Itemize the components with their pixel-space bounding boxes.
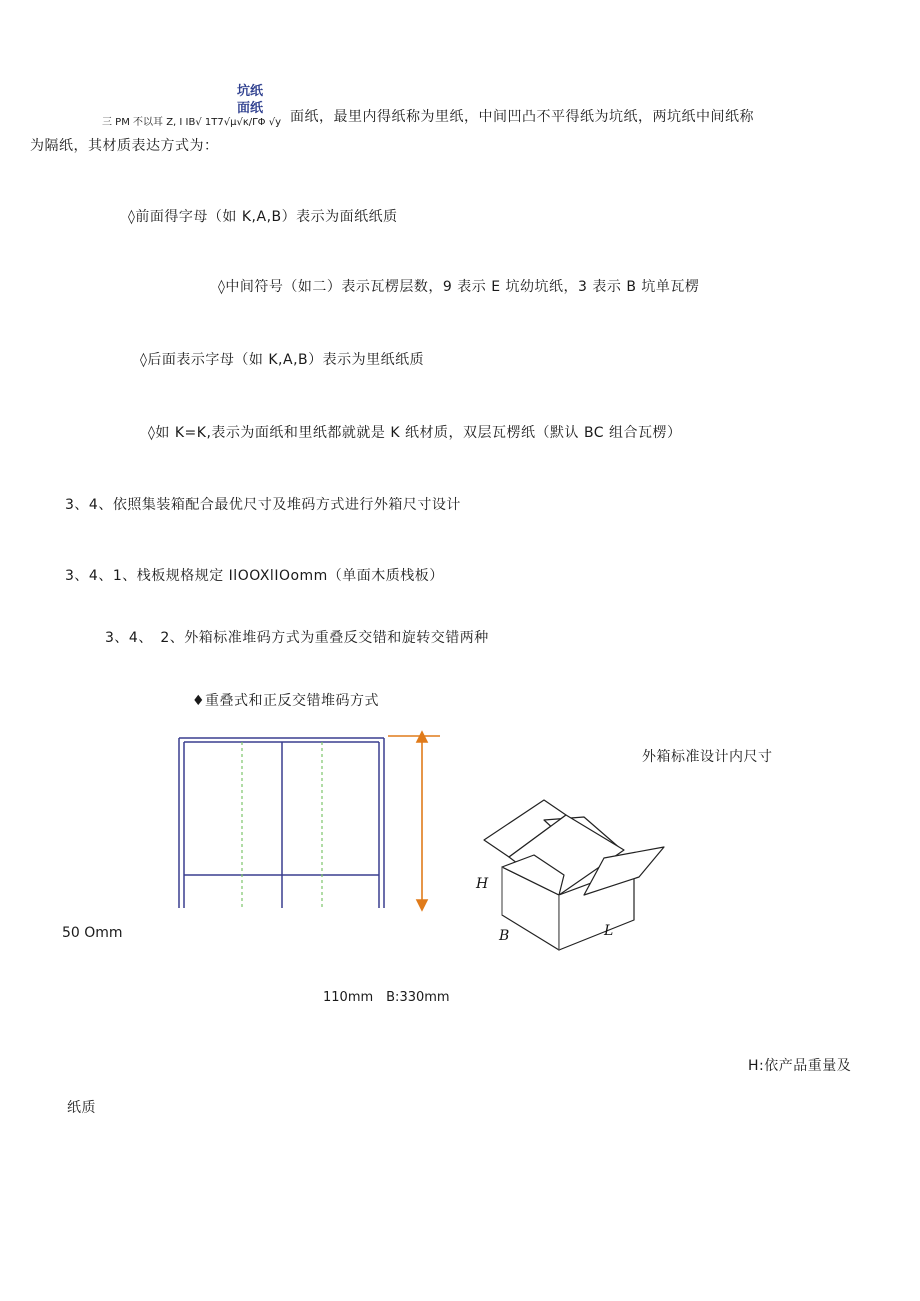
bullet-k-equals-k: ◊如 K=K,表示为面纸和里纸都就就是 K 纸材质，双层瓦楞纸（默认 BC 组合瓦楞）: [148, 425, 682, 441]
h-note-continued: 纸质: [67, 1100, 96, 1116]
h-note: H:依产品重量及: [748, 1058, 852, 1074]
intro-garbled-prefix: 三 PM 不以耳 Z, I IB√ 1T7√μ√κ/ΓΦ √y: [102, 117, 282, 128]
bullet-liner-paper: ◊后面表示字母（如 K,A,B）表示为里纸纸质: [140, 352, 425, 368]
bullet-face-paper: ◊前面得字母（如 K,A,B）表示为面纸纸质: [128, 209, 398, 225]
box-label-h: H: [476, 876, 489, 892]
dimensions-line: 110mm B:330mm: [323, 990, 450, 1005]
stack-frame: [179, 738, 384, 908]
label-face-paper: 面纸: [237, 101, 264, 116]
label-corrugated-paper: 坑纸: [237, 84, 264, 99]
height-arrow: [388, 732, 440, 910]
section-3-4-1: 3、4、1、栈板规格规定 IlOOXlIOomm（单面木质栈板）: [65, 568, 444, 584]
intro-line-2: 为隔纸，其材质表达方式为：: [30, 138, 219, 154]
box-illustration: [474, 795, 674, 955]
box-label-l: L: [604, 923, 614, 939]
section-3-4: 3、4、依照集装箱配合最优尺寸及堆码方式进行外箱尺寸设计: [65, 497, 461, 513]
intro-line-1: 面纸，最里内得纸称为里纸，中间凹凸不平得纸为坑纸，两坑纸中间纸称: [290, 109, 754, 125]
bullet-flute-layers: ◊中间符号（如二）表示瓦楞层数，9 表示 E 坑幼坑纸，3 表示 B 坑单瓦楞: [218, 279, 700, 295]
box-design-title: 外箱标准设计内尺寸: [642, 749, 773, 765]
stack-diagram-title: ♦重叠式和正反交错堆码方式: [192, 693, 380, 709]
section-3-4-2: 3、4、 2、外箱标准堆码方式为重叠反交错和旋转交错两种: [105, 630, 489, 646]
box-label-b: B: [499, 928, 510, 944]
stack-height-label: 50 Omm: [62, 925, 123, 941]
